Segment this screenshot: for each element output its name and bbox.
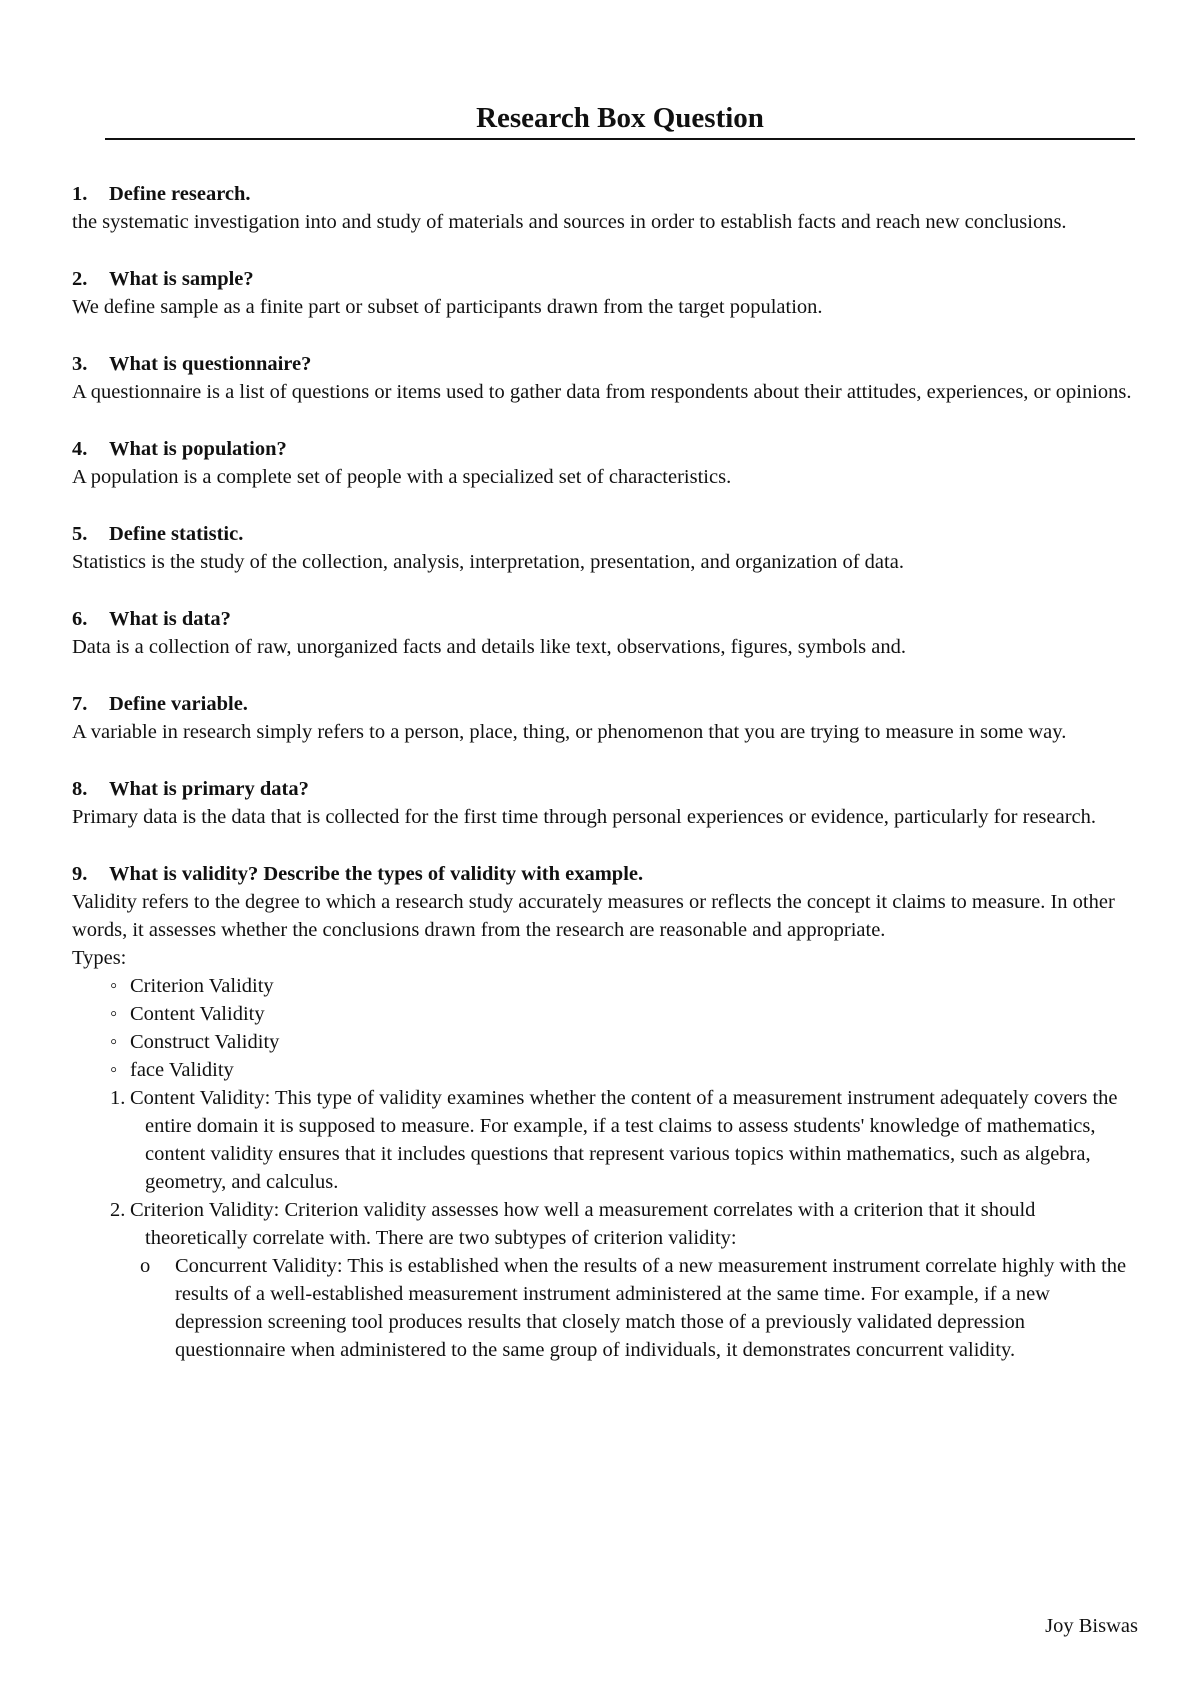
question-block-9: [72, 860, 1137, 1364]
question-number: 1.: [72, 183, 88, 205]
o-bullet: o: [140, 1255, 151, 1277]
question-number: 4.: [72, 438, 88, 460]
question-block-5: [72, 520, 1137, 576]
question-block-4: [72, 435, 1137, 491]
question-number: 5.: [72, 523, 88, 545]
question-text: Define variable.: [109, 693, 248, 715]
question-block-3: [72, 350, 1137, 406]
question-number: 6.: [72, 608, 88, 630]
question-heading: [72, 180, 1137, 208]
question-block-6: [72, 605, 1137, 661]
answer-text: Statistics is the study of the collection, analysis, interpretation, presentation, and organization of data.: [72, 551, 904, 573]
circle-bullet-icon: ◦: [110, 975, 118, 997]
validity-details-list: [72, 1084, 1137, 1252]
question-number: 9.: [72, 863, 88, 885]
document-content: [72, 180, 1137, 1364]
list-item: [140, 1252, 1137, 1364]
criterion-subtypes-list: [72, 1252, 1137, 1364]
question-heading: [72, 860, 1137, 888]
question-text: Define research.: [109, 183, 251, 205]
answer-text: Primary data is the data that is collected for the first time through personal experiences or evidence, particularly for research.: [72, 806, 1097, 828]
list-number: 2.: [110, 1199, 126, 1221]
question-text: What is questionnaire?: [109, 353, 312, 375]
question-block-1: [72, 180, 1137, 236]
question-number: 7.: [72, 693, 88, 715]
list-number: 1.: [110, 1087, 126, 1109]
page-title: Research Box Question: [105, 100, 1135, 140]
list-item: [110, 1084, 1137, 1196]
question-heading: [72, 775, 1137, 803]
answer-text: Data is a collection of raw, unorganized facts and details like text, observations, figures, symbols and.: [72, 636, 907, 658]
question-block-8: [72, 775, 1137, 831]
list-item: [110, 1196, 1137, 1252]
question-heading: [72, 605, 1137, 633]
types-label: Types:: [72, 947, 127, 969]
answer-text: Validity refers to the degree to which a research study accurately measures or reflects the concept it claims to measure. In other words, it assesses whether the conclusions drawn from the research are reasonable and appropriate.: [72, 891, 1115, 941]
question-number: 2.: [72, 268, 88, 290]
author-footer: Joy Biswas: [1045, 1615, 1138, 1637]
answer-text: A questionnaire is a list of questions or items used to gather data from respondents about their attitudes, experiences, or opinions.: [72, 381, 1132, 403]
question-text: What is validity? Describe the types of validity with example.: [109, 863, 644, 885]
detail-text: Content Validity: This type of validity examines whether the content of a measurement instrument adequately covers the entire domain it is supposed to measure. For example, if a test claims to assess students' knowledge of mathematics, content validity ensures that it includes questions that represent various topics within mathematics, such as algebra, geometry, and calculus.: [130, 1087, 1118, 1193]
question-heading: [72, 350, 1137, 378]
list-item: ◦ Construct Validity: [110, 1028, 1137, 1056]
question-number: 3.: [72, 353, 88, 375]
question-heading: [72, 520, 1137, 548]
question-text: What is sample?: [109, 268, 254, 290]
detail-text: Criterion Validity: Criterion validity assesses how well a measurement correlates with a criterion that it should theoretically correlate with. There are two subtypes of criterion validity:: [130, 1199, 1036, 1249]
list-item: ◦ Content Validity: [110, 1000, 1137, 1028]
circle-bullet-icon: ◦: [110, 1059, 118, 1081]
detail-text: Concurrent Validity: This is established when the results of a new measurement instrument correlate highly with the results of a well-established measurement instrument administered at the same time. For example, if a new depression screening tool produces results that closely match those of a previously validated depression questionnaire when administered to the same group of individuals, it demonstrates concurrent validity.: [175, 1255, 1127, 1361]
list-item: ◦ face Validity: [110, 1056, 1137, 1084]
question-text: Define statistic.: [109, 523, 244, 545]
question-block-2: [72, 265, 1137, 321]
question-heading: [72, 435, 1137, 463]
answer-text: A variable in research simply refers to a person, place, thing, or phenomenon that you are trying to measure in some way.: [72, 721, 1067, 743]
question-heading: [72, 690, 1137, 718]
list-item: ◦ Criterion Validity: [110, 972, 1137, 1000]
question-text: What is data?: [109, 608, 231, 630]
question-block-7: [72, 690, 1137, 746]
answer-text: We define sample as a finite part or subset of participants drawn from the target population.: [72, 296, 823, 318]
question-text: What is population?: [109, 438, 287, 460]
question-number: 8.: [72, 778, 88, 800]
answer-text: A population is a complete set of people with a specialized set of characteristics.: [72, 466, 732, 488]
question-text: What is primary data?: [109, 778, 309, 800]
circle-bullet-icon: ◦: [110, 1031, 118, 1053]
answer-text: the systematic investigation into and study of materials and sources in order to establish facts and reach new conclusions.: [72, 211, 1067, 233]
question-heading: [72, 265, 1137, 293]
circle-bullet-icon: ◦: [110, 1003, 118, 1025]
validity-types-list: [72, 972, 1137, 1084]
